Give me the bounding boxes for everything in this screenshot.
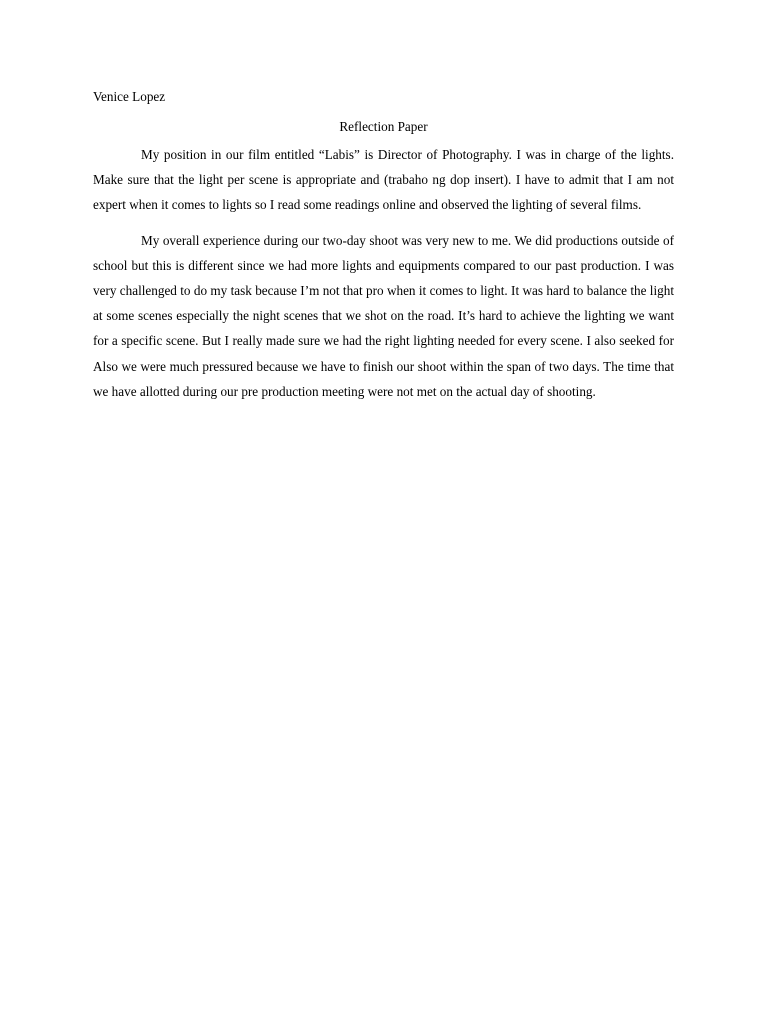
author-name: Venice Lopez (93, 89, 166, 104)
paragraph-1: My position in our film entitled “Labis” is Director of Photography. I was in charge of the lights. Make sure that the light per scene is appropriate and (trabaho ng dop insert). I have to admit that I am not expert when it comes to lights so I read some readings online and observed the lighting of several films. (93, 147, 674, 213)
document-title: Reflection Paper (339, 119, 428, 134)
paragraph-2: My overall experience during our two-day shoot was very new to me. We did productions outside of school but this is different since we had more lights and equipments compared to our past production. I was very challenged to do my task because I’m not that pro when it comes to light. It was hard to balance the light at some scenes especially the night scenes that we shot on the road. It’s hard to achieve the lighting we want for a specific scene. But I really made sure we had the right lighting needed for every scene. I also seeked for Also we were much pressured because we have to finish our shoot within the span of two days. The time that we have allotted during our pre production meeting were not met on the actual day of shooting. (93, 232, 674, 399)
document-body (93, 86, 674, 404)
